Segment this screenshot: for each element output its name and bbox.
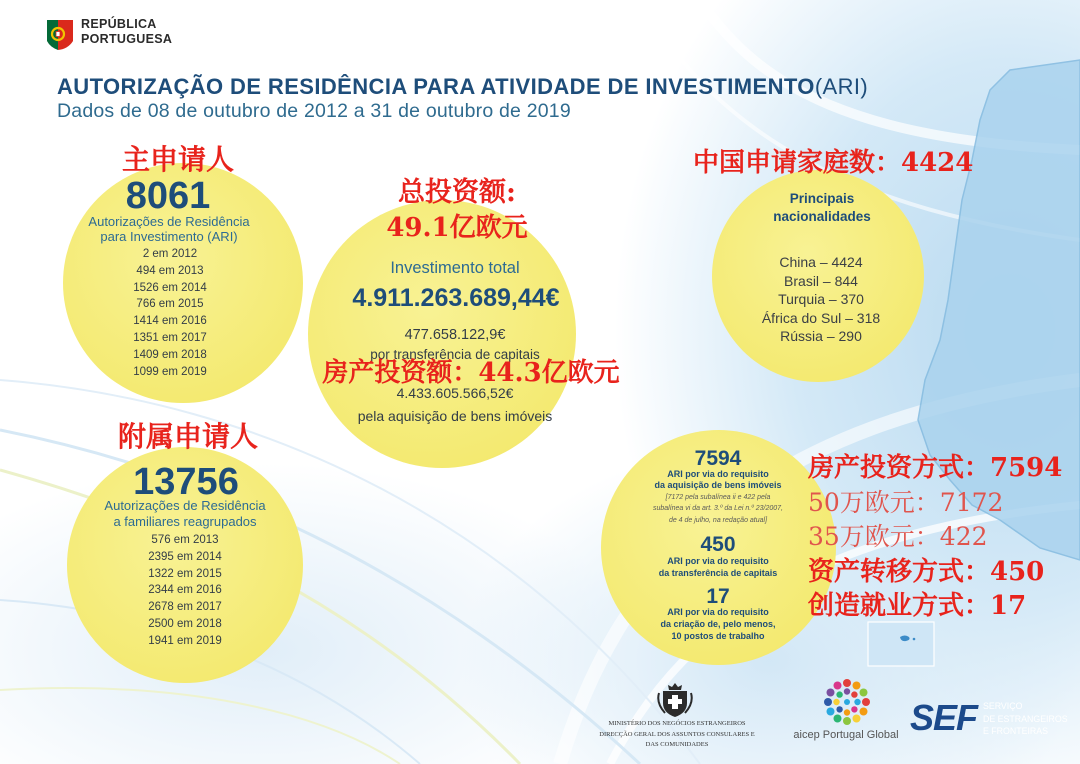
sef-text — [983, 700, 1068, 738]
nationalities-cn-label: 中国申请家庭数：4424 — [693, 148, 974, 178]
investment-cn-label-line2: 49.1亿欧元 — [386, 213, 528, 243]
list-item: 766 em 2015 — [136, 298, 204, 311]
capital-count: 450 — [700, 533, 736, 556]
nationalities-list — [721, 253, 921, 346]
list-item: 2344 em 2016 — [148, 584, 222, 597]
ministry-text — [587, 719, 767, 751]
ministry-line: MINISTÉRIO DOS NEGÓCIOS ESTRANGEIROS — [608, 720, 746, 727]
list-item: 1322 em 2015 — [148, 567, 222, 580]
capital-line1: ARI por via do requisito — [667, 556, 769, 566]
jobs-count: 17 — [706, 585, 730, 608]
investment-total-value: 4.911.263.689,44€ — [352, 284, 560, 312]
sef-logo: SEF — [910, 697, 978, 738]
real-estate-note-line2: subalínea vi da art. 3.º da Lei n.º 23/2007, — [652, 505, 784, 512]
ministry-emblem-icon — [655, 681, 695, 719]
list-item: 1351 em 2017 — [133, 331, 207, 344]
cn-annotation-tier-350k: 35万欧元：422 — [808, 522, 988, 551]
family-desc-line2: a familiares reagrupados — [113, 514, 257, 529]
family-cn-label: 附属申请人 — [117, 420, 258, 453]
cn-annotation-jobs: 创造就业方式：17 — [808, 591, 1027, 621]
jobs-line3: 10 postos de trabalho — [671, 631, 765, 641]
islands-inset — [868, 622, 934, 666]
real-estate-line1: ARI por via do requisito — [667, 469, 769, 479]
list-item: 2 em 2012 — [142, 248, 198, 260]
main-applicants-desc-line2: para Investimento (ARI) — [100, 229, 238, 244]
family-total: 13756 — [133, 461, 239, 503]
list-item: Brasil – 844 — [784, 272, 858, 289]
page-title — [57, 73, 868, 100]
page-subtitle: Dados de 08 de outubro de 2012 a 31 de outubro de 2019 — [57, 100, 571, 122]
main-applicants-year-list — [70, 246, 270, 380]
family-desc-line1: Autorizações de Residência — [104, 498, 266, 513]
page-title-suffix: (ARI) — [814, 74, 869, 99]
investment-real-estate-value: 4.433.605.566,52€ — [396, 385, 514, 401]
investment-cn-label-line1: 总投资额: — [398, 177, 516, 208]
sef-line: E FRONTEIRAS — [983, 726, 1049, 736]
investment-capital-value: 477.658.122,9€ — [404, 327, 506, 343]
list-item: Turquia – 370 — [778, 291, 864, 307]
sef-line: DE ESTRANGEIROS — [983, 713, 1068, 724]
list-item: 1099 em 2019 — [133, 365, 207, 378]
list-item: 2395 em 2014 — [148, 550, 222, 563]
main-applicants-cn-label: 主申请人 — [121, 143, 234, 176]
cn-annotation-capital: 资产转移方式：450 — [808, 557, 1045, 587]
investment-capital-label: por transferência de capitais — [370, 347, 540, 362]
list-item: África do Sul – 318 — [761, 309, 881, 326]
investment-real-estate-label: pela aquisição de bens imóveis — [357, 408, 553, 424]
republica-flag-icon — [44, 17, 76, 53]
page-title-main: AUTORIZAÇÃO DE RESIDÊNCIA PARA ATIVIDADE DE INVESTIMENTO — [57, 74, 815, 99]
cn-annotation-tier-500k: 50万欧元：7172 — [808, 488, 1004, 517]
list-item: 1414 em 2016 — [133, 315, 207, 328]
jobs-line2: da criação de, pelo menos, — [660, 619, 776, 629]
real-estate-count: 7594 — [694, 447, 742, 470]
aicep-logo-icon — [823, 678, 871, 726]
investment-total-label: Investimento total — [390, 259, 520, 277]
investment-cn-real-estate: 房产投资额：44.3亿欧元 — [322, 358, 620, 388]
list-item: China – 4424 — [779, 254, 863, 270]
list-item: 576 em 2013 — [151, 534, 219, 546]
main-applicants-desc-line1: Autorizações de Residência — [88, 214, 250, 229]
list-item: 2678 em 2017 — [148, 601, 222, 614]
nationalities-title-line2: nacionalidades — [773, 209, 871, 224]
jobs-line1: ARI por via do requisito — [667, 607, 769, 617]
ministry-line: DIRECÇÃO GERAL DOS ASSUNTOS CONSULARES E — [599, 730, 755, 738]
ministry-line: DAS COMUNIDADES — [645, 741, 709, 748]
list-item: 2500 em 2018 — [148, 617, 222, 630]
list-item: 1526 em 2014 — [133, 281, 207, 294]
aicep-text: aicep Portugal Global — [793, 729, 899, 741]
family-year-list — [85, 532, 285, 650]
logo-text-line1: REPÚBLICA — [81, 17, 157, 31]
sef-line: SERVIÇO — [983, 701, 1023, 711]
list-item: 494 em 2013 — [136, 264, 204, 277]
capital-line2: da transferência de capitais — [658, 568, 778, 578]
logo-text-line2: PORTUGUESA — [81, 32, 173, 46]
list-item: 1409 em 2018 — [133, 348, 207, 361]
real-estate-note-line1: [7172 pela subalínea ii e 422 pela — [665, 494, 771, 501]
main-applicants-total: 8061 — [125, 175, 211, 217]
real-estate-line2: da aquisição de bens imóveis — [654, 480, 782, 490]
list-item: Rússia – 290 — [780, 328, 862, 344]
cn-annotation-real-estate: 房产投资方式：7594 — [808, 453, 1063, 483]
real-estate-note-line3: de 4 de julho, na redação atual] — [668, 517, 768, 524]
nationalities-title-line1: Principais — [789, 191, 855, 206]
list-item: 1941 em 2019 — [148, 634, 222, 647]
